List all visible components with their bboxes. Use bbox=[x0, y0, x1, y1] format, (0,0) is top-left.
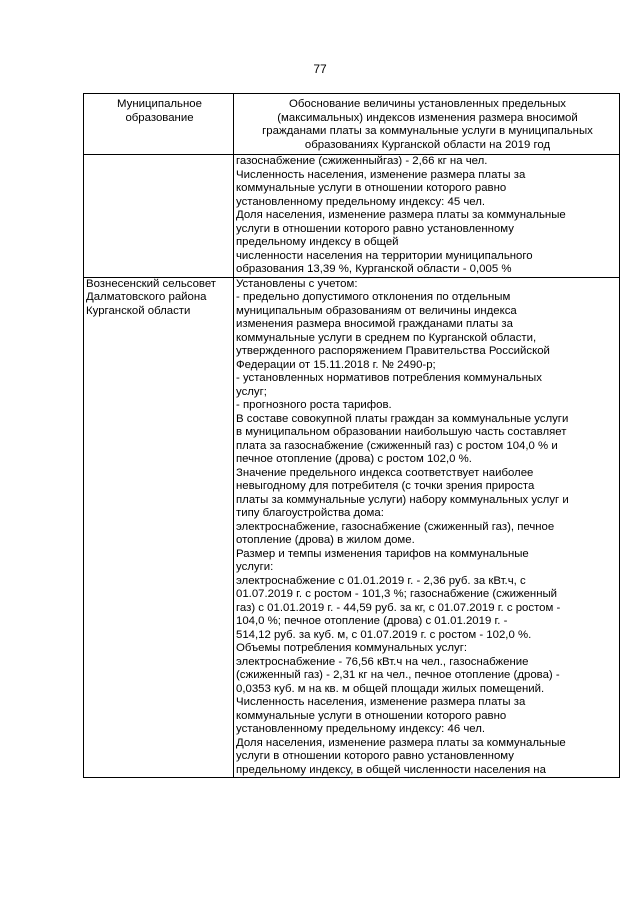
text-line: 01.07.2019 г. с ростом - 101,3 %; газоснабжение (сжиженный bbox=[236, 588, 558, 600]
text-line: коммунальные услуги в отношении которого равно bbox=[236, 709, 507, 722]
text-line: платы за коммунальные услуги) набору коммунальных услуг и bbox=[236, 493, 569, 506]
text-line: Объемы потребления коммунальных услуг: bbox=[236, 642, 468, 654]
text-line: услуги в отношении которого равно установленному bbox=[236, 750, 514, 762]
text-line: изменения размера вносимой гражданами платы за bbox=[236, 318, 513, 330]
municipality-name-line: Вознесенский сельсовет bbox=[86, 277, 217, 290]
text-line: Значение предельного индекса соответствует наиболее bbox=[236, 466, 534, 479]
text-line: отопление (дрова) в жилом доме. bbox=[236, 534, 415, 546]
text-line: - установленных нормативов потребления коммунальных bbox=[236, 372, 542, 384]
text-line: услуги: bbox=[236, 561, 274, 573]
text-line: установленному предельному индексу: 45 чел. bbox=[236, 195, 486, 208]
header-text-line: Обоснование величины установленных предельных bbox=[289, 98, 566, 110]
text-line: - предельно допустимого отклонения по отдельным bbox=[236, 291, 511, 303]
table-row-continuation bbox=[84, 155, 620, 278]
header-municipality bbox=[84, 94, 234, 155]
justification-text-cell bbox=[234, 277, 620, 778]
continuation-municipality-cell bbox=[84, 155, 234, 278]
header-text-line: образование bbox=[125, 111, 194, 124]
text-line: услуг; bbox=[236, 385, 267, 398]
text-line: Численность населения, изменение размера платы за bbox=[236, 168, 526, 181]
text-line: типу благоустройства дома: bbox=[236, 507, 384, 519]
municipality-name-line: Далматовского района bbox=[86, 291, 207, 303]
text-line: невыгодному для потребителя (с точки зрения прироста bbox=[236, 480, 535, 492]
text-line: муниципальным образованиям от величины индекса bbox=[236, 304, 517, 317]
text-line: электроснабжение, газоснабжение (сжиженный газ), печное bbox=[236, 520, 555, 533]
text-line: (сжиженный газ) - 2,31 кг на чел., печное отопление (дрова) - bbox=[236, 669, 560, 681]
text-line: услуги в отношении которого равно установленному bbox=[236, 222, 514, 235]
text-line: Федерации от 15.11.2018 г. № 2490-р; bbox=[236, 358, 436, 371]
text-line: утвержденного распоряжением Правительства Российской bbox=[236, 345, 550, 357]
text-line: предельному индексу, в общей численности населения на bbox=[236, 763, 546, 776]
text-line: Доля населения, изменение размера платы за коммунальные bbox=[236, 209, 566, 221]
text-line: Доля населения, изменение размера платы за коммунальные bbox=[236, 736, 566, 749]
text-line: предельному индексу в общей bbox=[236, 236, 399, 248]
text-line: коммунальные услуги в среднем по Курганской области, bbox=[236, 331, 537, 344]
table-row-voznesensky bbox=[84, 277, 620, 778]
text-line: электроснабжение - 76,56 кВт.ч на чел., газоснабжение bbox=[236, 655, 529, 668]
text-line: коммунальные услуги в отношении которого равно bbox=[236, 182, 507, 194]
header-text-line: Муниципальное bbox=[117, 98, 202, 110]
text-line: - прогнозного роста тарифов. bbox=[236, 399, 392, 411]
text-line: электроснабжение с 01.01.2019 г. - 2,36 руб. за кВт.ч, с bbox=[236, 574, 526, 587]
municipality-name-line: Курганской области bbox=[86, 304, 191, 317]
header-text-line: гражданами платы за коммунальные услуги в муниципальных bbox=[262, 125, 593, 137]
page-number: 77 bbox=[313, 62, 327, 76]
text-line: 514,12 руб. за куб. м, с 01.07.2019 г. с ростом - 102,0 %. bbox=[236, 628, 532, 641]
header-text-line: образованиях Курганской области на 2019 год bbox=[304, 138, 551, 151]
table-header-row bbox=[84, 94, 620, 155]
header-text-line: (максимальных) индексов изменения размера вносимой bbox=[277, 111, 578, 124]
text-line: в муниципальном образовании наибольшую часть составляет bbox=[236, 426, 567, 438]
header-justification bbox=[234, 94, 620, 155]
text-line: печное отопление (дрова) с ростом 102,0 %. bbox=[236, 453, 472, 465]
municipality-name-cell bbox=[84, 277, 234, 778]
text-line: газ) с 01.01.2019 г. - 44,59 руб. за кг, с 01.07.2019 г. с ростом - bbox=[236, 601, 561, 614]
continuation-justification-cell bbox=[234, 155, 620, 278]
text-line: образования 13,39 %, Курганской области - 0,005 % bbox=[236, 263, 512, 275]
text-line: численности населения на территории муниципального bbox=[236, 249, 533, 262]
text-line: Установлены с учетом: bbox=[236, 277, 358, 290]
text-line: 104,0 %; печное отопление (дрова) с 01.01.2019 г. - bbox=[236, 615, 508, 627]
text-line: В составе совокупной платы граждан за коммунальные услуги bbox=[236, 412, 569, 425]
justification-table bbox=[83, 93, 620, 778]
text-line: Размер и темпы изменения тарифов на коммунальные bbox=[236, 547, 529, 560]
text-line: установленному предельному индексу: 46 чел. bbox=[236, 723, 486, 735]
text-line: газоснабжение (сжиженныйгаз) - 2,66 кг на чел. bbox=[236, 155, 488, 167]
text-line: 0,0353 куб. м на кв. м общей площади жилых помещений. bbox=[236, 682, 545, 695]
text-line: Численность населения, изменение размера платы за bbox=[236, 696, 526, 708]
text-line: плата за газоснабжение (сжиженный газ) с ростом 104,0 % и bbox=[236, 439, 558, 452]
